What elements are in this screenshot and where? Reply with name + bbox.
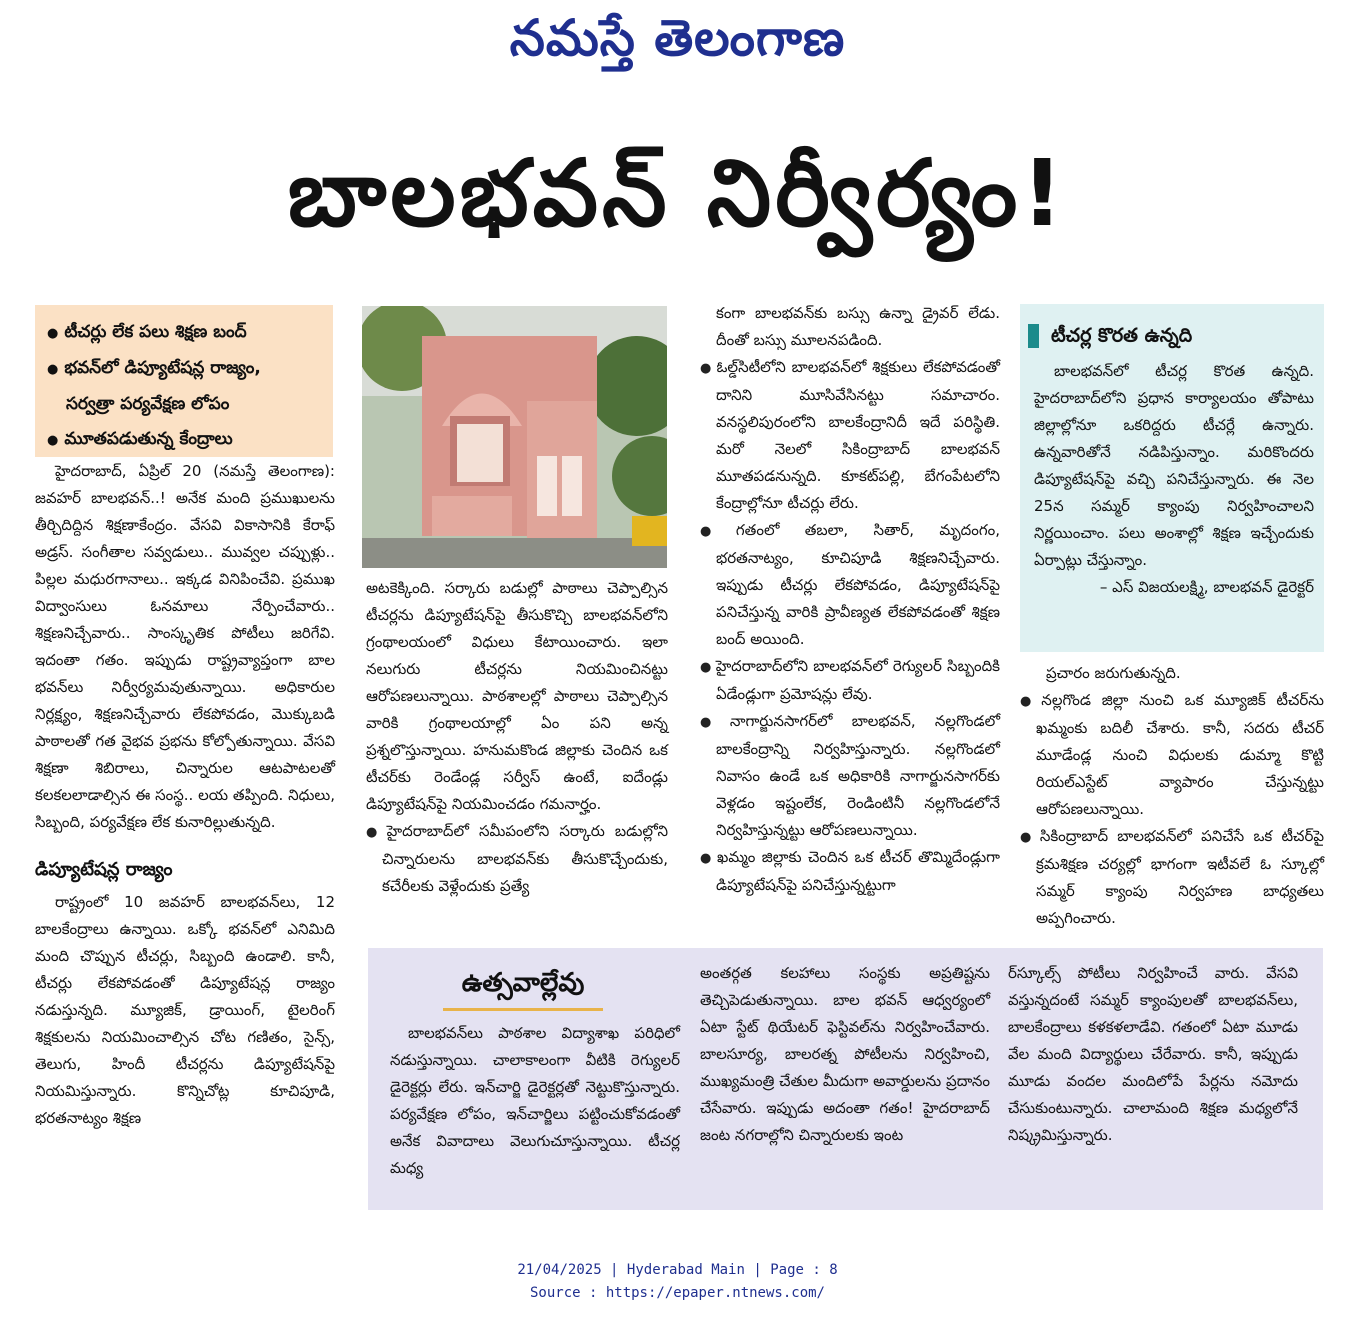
- paragraph: కంగా బాలభవన్‌కు బస్సు ఉన్నా డ్రైవర్ లేడు. దీంతో బస్సు మూలనపడింది.: [716, 304, 1000, 349]
- highlights-box: [35, 305, 333, 457]
- subhead-deputation: డిప్యూటేషన్ల రాజ్యం: [35, 859, 173, 880]
- bullet-icon: ●: [1020, 830, 1036, 845]
- bottom-column-1: బాలభవన్‌లు పాఠశాల విద్యాశాఖ పరిధిలో నడుస్తున్నాయి. చాలాకాలంగా వీటికి రెగ్యులర్ డైరెక్టర్లు లేరు. ఇన్‌చార్జి డైరెక్టర్లతో నెట్టుకొస్తున్నారు. పర్యవేక్షణ లోపం, ఇన్‌చార్జిలు పట్టించుకోవడంతో అనేక వివాదాలు వెలుగుచూస్తున్నాయి. టీచర్ల మధ్య: [390, 1024, 680, 1177]
- footer-source-link[interactable]: Source : https://epaper.ntnews.com/: [529, 1285, 825, 1301]
- bullet-icon: ●: [700, 851, 713, 866]
- intro-paragraph: హైదరాబాద్, ఏప్రిల్ 20 (నమస్తే తెలంగాణ): జవహర్ బాలభవన్..! అనేక మంది ప్రముఖులను తీర్చిదిద్దిన శిక్షణాకేంద్రం. వేసవి వికాసానికి కేరాఫ్ అడ్రస్. సంగీతాల సవ్వడులు.. మువ్వల చప్పుళ్లు.. పిల్లల మధురగానాలు.. ఇక్కడ వినిపించేవి. ప్రముఖ విద్వాంసులు ఓనమాలు నేర్పించేవారు.. శిక్షణనిచ్చేవారు.. సాంస్కృతిక పోటీలు జరిగేవి. ఇదంతా గతం. ఇప్పుడు రాష్ట్రవ్యాప్తంగా బాల భవన్‌లు నిర్వీర్యమవుతున్నాయి. అధికారుల నిర్లక్ష్యం, శిక్షణనిచ్చేవారు లేకపోవడం, మొక్కుబడి పాఠాలతో గత వైభవ ప్రభను కోల్పోతున్నాయి. వేసవి శిక్షణా శిబిరాలు, చిన్నారుల ఆటపాటలతో కలకలలాడాల్సిన ఈ సంస్థ.. లయ తప్పింది. నిధులు, సిబ్బంది, పర్యవేక్షణ లేక కునారిల్లుతున్నది.: [35, 462, 335, 831]
- article-column-2: [366, 575, 668, 900]
- bullet-icon: ●: [47, 362, 59, 377]
- highlight-item: ● టీచర్లు లేక పలు శిక్షణ బంద్: [47, 322, 247, 342]
- bullet-icon: ●: [47, 326, 59, 341]
- bullet-icon: ●: [700, 660, 712, 675]
- sidebox-title: టీచర్ల కొరత ఉన్నది: [1020, 304, 1324, 352]
- highlight-item: ● భవన్‌లో డిప్యూటేషన్ల రాజ్యం,: [47, 358, 261, 378]
- title-underline: [443, 1008, 603, 1011]
- bullet-icon: ●: [366, 825, 383, 840]
- bullet-paragraph: ● సికింద్రాబాద్ బాలభవన్‌లో పనిచేసే ఒక టీచర్‌పై క్రమశిక్షణ చర్యల్లో భాగంగా ఇటీవలే ఓ స్కూల్లో సమ్మర్ క్యాంపు నిర్వహణ బాధ్యతలు అప్పగించారు.: [1020, 827, 1325, 927]
- bullet-paragraph: ● నాగార్జునసాగర్‌లో బాలభవన్, నల్లగొండలో బాలకేంద్రాన్ని నిర్వహిస్తున్నారు. నల్లగొండలో నివాసం ఉండే ఒక అధికారికి నాగార్జునసాగర్‌కు వెళ్లడం ఇష్టంలేక, రెండింటినీ నల్లగొండలోనే నిర్వహిస్తున్నట్టు ఆరోపణలున్నాయి.: [700, 712, 1001, 839]
- festivals-box: [368, 948, 1323, 1210]
- director-quote-box: [1020, 304, 1324, 652]
- masthead-logo: నమస్తే తెలంగాణ: [509, 8, 846, 67]
- bullet-paragraph: ● ఖమ్మం జిల్లాకు చెందిన ఒక టీచర్ తొమ్మిదేండ్లుగా డిప్యూటేషన్‌పై పనిచేస్తున్నట్టుగా: [700, 848, 1000, 894]
- quote-attribution: – ఎస్ విజయలక్ష్మి, బాలభవన్ డైరెక్టర్: [1099, 577, 1314, 596]
- article-column-1: [35, 458, 335, 1132]
- paragraph: అటకెక్కింది. సర్కారు బడుల్లో పాఠాలు చెప్పాల్సిన టీచర్లను డిప్యూటేషన్‌పై తీసుకొచ్చి బాలభవన్‌లోని గ్రంథాలయంలో విధులు కేటాయించారు. ఇలా నలుగురు టీచర్లను నియమించినట్టు ఆరోపణలున్నాయి. పాఠశాలల్లో పాఠాలు చెప్పాల్సిన వారికి గ్రంథాలయాల్లో ఏం పని అన్న ప్రశ్నలొస్తున్నాయి. హనుమకొండ జిల్లాకు చెందిన ఒక టీచర్‌కు రెండేండ్ల సర్వీస్ ఉంటే, ఐదేండ్లు డిప్యూటేషన్‌పై నియమించడం గమనార్హం.: [366, 579, 668, 813]
- bullet-icon: ●: [1020, 694, 1038, 709]
- paragraph: ప్రచారం జరుగుతున్నది.: [1046, 664, 1181, 682]
- bullet-paragraph: ● ఓల్డ్‌సిటీలోని బాలభవన్‌లో శిక్షకులు లేకపోవడంతో దానిని మూసివేసినట్టు సమాచారం. వనస్థలిపురంలోని బాలకేంద్రానిదీ ఇదే పరిస్థితి. మరో నెలలో సికింద్రాబాద్ బాలభవన్ మూతపడనున్నది. కూకట్‌పల్లి, బేగంపేటలోని కేంద్రాల్లోనూ టీచర్లు లేరు.: [700, 358, 1001, 512]
- highlights-list: [35, 305, 333, 458]
- bullet-paragraph: ● హైదరాబాద్‌లోని బాలభవన్‌లో రెగ్యులర్ సిబ్బందికి ఏడేండ్లుగా ప్రమోషన్లు లేవు.: [700, 657, 1000, 703]
- sidebox-body: బాలభవన్‌లో టీచర్ల కొరత ఉన్నది. హైదరాబాద్‌లోని ప్రధాన కార్యాలయం తోపాటు జిల్లాల్లోనూ ఒకరిద్దరు టీచర్లే ఉన్నారు. ఉన్నవారితోనే నడిపిస్తున్నాం. మరికొందరు డిప్యూటేషన్‌పై వచ్చి పనిచేస్తున్నారు. ఈ నెల 25న సమ్మర్ క్యాంపు నిర్వహించాలని నిర్ణయించాం. పలు అంశాల్లో శిక్షణ ఇచ్చేందుకు ఏర్పాట్లు చేస్తున్నాం.: [1034, 361, 1314, 569]
- accent-bar-icon: [1028, 324, 1039, 348]
- bullet-paragraph: ● హైదరాబాద్‌లో సమీపంలోని సర్కారు బడుల్లోని చిన్నారులను బాలభవన్‌కు తీసుకొచ్చేందుకు, కచేరీలకు వెళ్లేందుకు ప్రత్యే: [366, 822, 668, 895]
- headline: బాలభవన్ నిర్వీర్యం!: [287, 140, 1068, 247]
- bottom-column-2: అంతర్గత కలహాలు సంస్థకు అప్రతిష్టను తెచ్చిపెడుతున్నాయి. బాల భవన్ ఆధ్వర్యంలో ఏటా స్టేట్ థియేటర్ ఫెస్టివల్‌ను నిర్వహించేవారు. బాలసూర్య, బాలరత్న పోటీలను నిర్వహించి, ముఖ్యమంత్రి చేతుల మీదుగా అవార్డులను ప్రదానం చేసేవారు. ఇప్పుడు అదంతా గతం! హైదరాబాద్ జంట నగరాల్లోని చిన్నారులకు ఇంట: [700, 964, 990, 1144]
- paragraph: రాష్ట్రంలో 10 జవహర్ బాలభవన్‌లు, 12 బాలకేంద్రాలు ఉన్నాయి. ఒక్కో భవన్‌లో ఎనిమిది మంది చొప్పున టీచర్లు, సిబ్బంది ఉండాలి. కానీ, టీచర్లు లేకపోవడంతో డిప్యూటేషన్ల రాజ్యం నడుస్తున్నది. మ్యూజిక్, డ్రాయింగ్, టైలరింగ్ శిక్షకులను నియమించాల్సిన చోట గణితం, సైన్స్, తెలుగు, హిందీ టీచర్లను డిప్యూటేషన్‌పై నియమిస్తున్నారు. కొన్నిచోట్ల కూచిపూడి, భరతనాట్యం శిక్షణ: [35, 893, 335, 1127]
- balabhavan-building-photo: [362, 306, 667, 568]
- article-column-3: [700, 300, 1000, 899]
- bullet-icon: ●: [47, 433, 59, 448]
- bottom-column-3: ర్‌స్కూల్స్ పోటీలు నిర్వహించే వారు. వేసవి వస్తున్నదంటే సమ్మర్ క్యాంపులతో బాలభవన్‌లు, బాలకేంద్రాలు కళకళలాడేవి. గతంలో ఏటా మూడు వేల మంది విద్యార్థులు చేరేవారు. కానీ, ఇప్పుడు మూడు వందల మందిలోపే పేర్లను నమోదు చేసుకుంటున్నారు. చాలామంది శిక్షణ మధ్యలోనే నిష్క్రమిస్తున్నారు.: [1008, 964, 1298, 1144]
- highlight-item: సర్వత్రా పర్యవేక్షణ లోపం: [66, 394, 230, 414]
- building-image: [362, 306, 667, 568]
- bottom-title-wrap: [408, 968, 638, 1011]
- highlight-item: ● మూతపడుతున్న కేంద్రాలు: [47, 429, 233, 449]
- bullet-paragraph: ● నల్లగొండ జిల్లా నుంచి ఒక మ్యూజిక్ టీచర్‌ను ఖమ్మంకు బదిలీ చేశారు. కానీ, సదరు టీచర్ మూడేండ్ల నుంచి విధులకు డుమ్మా కొట్టి రియల్‌ఎస్టేట్ వ్యాపారం చేస్తున్నట్టు ఆరోపణలున్నాయి.: [1020, 691, 1325, 818]
- bullet-icon: ●: [700, 715, 726, 730]
- bottom-title: ఉత్సవాల్లేవు: [461, 968, 585, 998]
- bullet-paragraph: ● గతంలో తబలా, సితార్, మృదంగం, భరతనాట్యం, కూచిపూడి శిక్షణనిచ్చేవారు. ఇప్పుడు టీచర్లు లేకపోవడం, డిప్యూటేషన్‌పై పనిచేస్తున్న వారికి ప్రావీణ్యత లేకపోవడంతో శిక్షణ బంద్ అయింది.: [700, 521, 1000, 648]
- bullet-icon: ●: [700, 524, 732, 539]
- bullet-icon: ●: [700, 361, 713, 376]
- footer-date-edition: 21/04/2025 | Hyderabad Main | Page : 8: [517, 1262, 838, 1278]
- article-column-4: [1020, 660, 1324, 932]
